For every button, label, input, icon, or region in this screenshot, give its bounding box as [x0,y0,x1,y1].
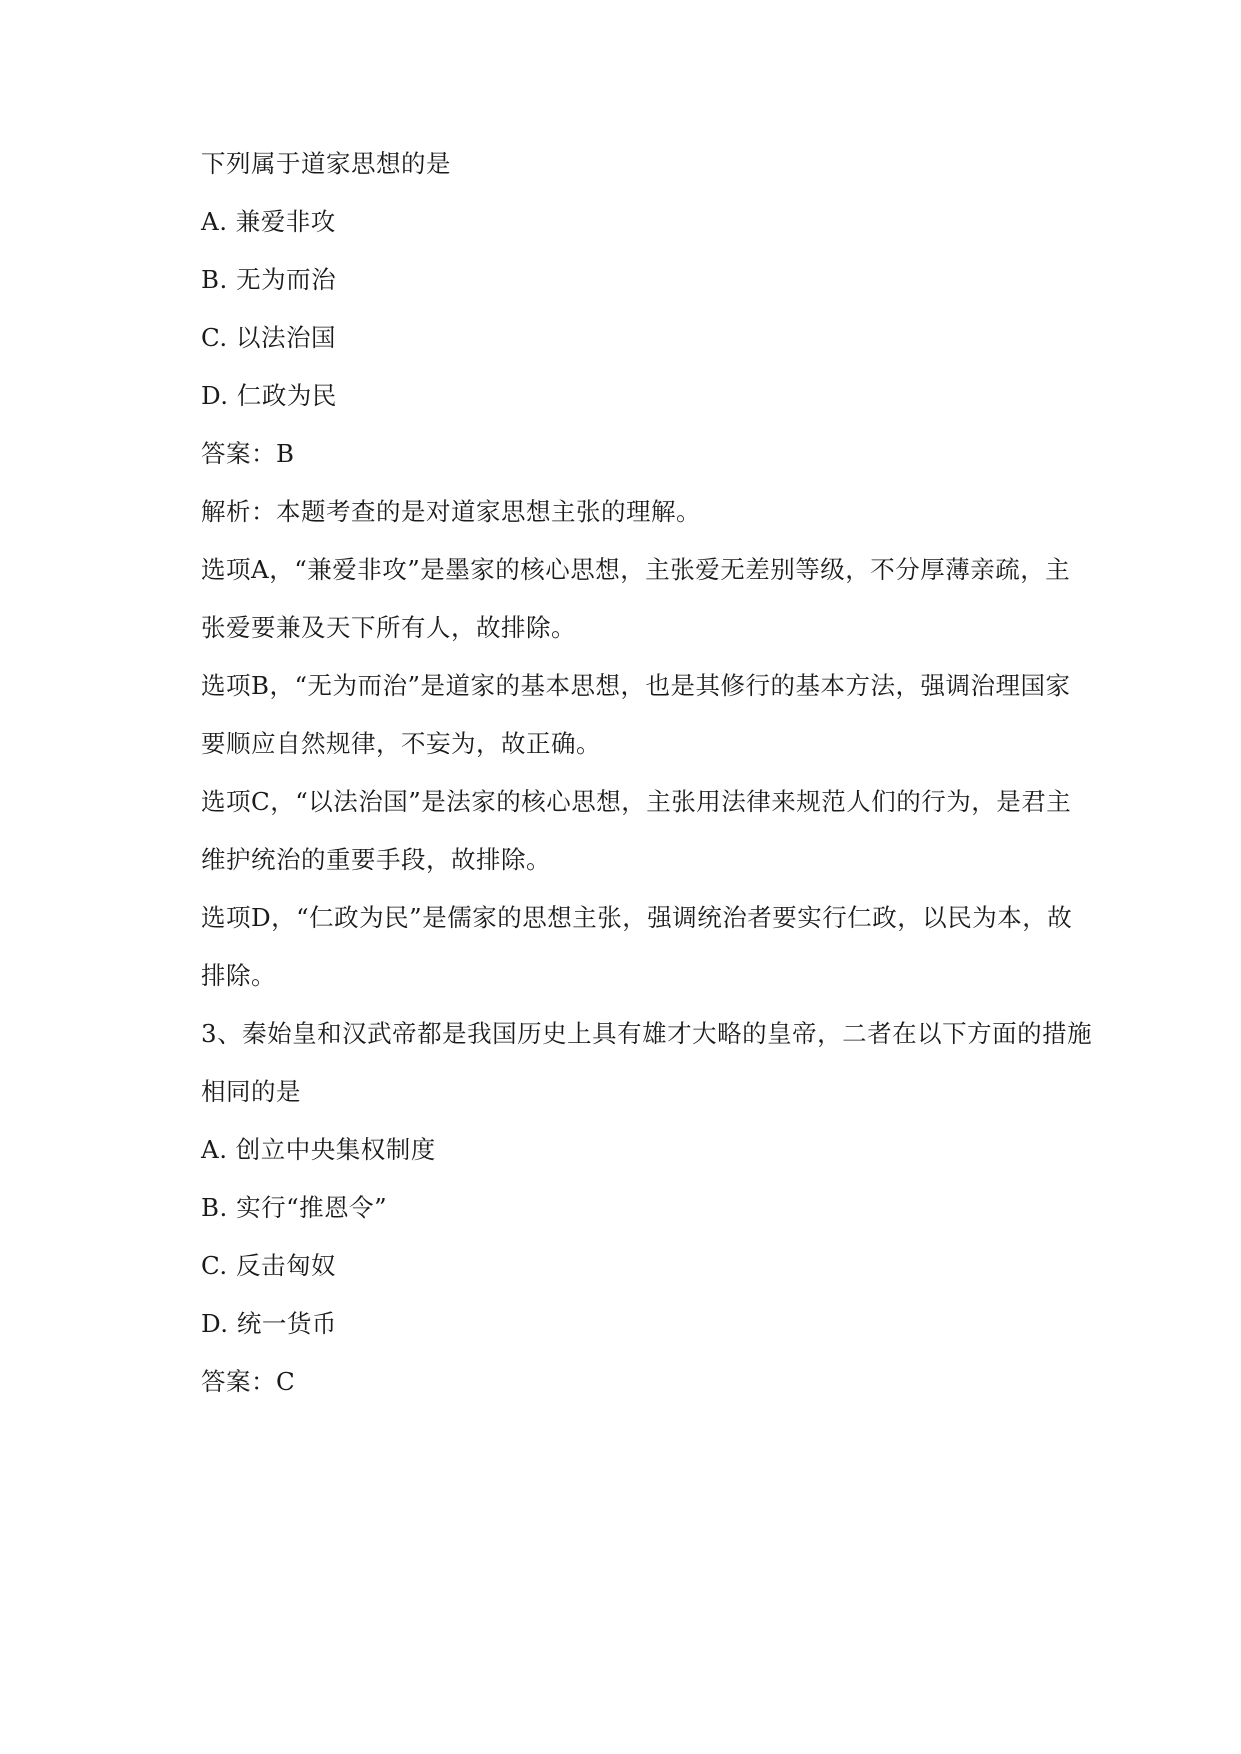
question-3-option-b: B. 实行“推恩令” [201,1193,388,1222]
question-3-stem-continued: 相同的是 [201,1077,301,1106]
question-1-option-a: A. 兼爱非攻 [201,207,336,236]
question-3-option-d: D. 统一货币 [201,1309,337,1338]
analysis-line: 张爱要兼及天下所有人，故排除。 [201,613,576,642]
analysis-line: 维护统治的重要手段，故排除。 [201,845,551,874]
question-3-option-a: A. 创立中央集权制度 [201,1135,436,1164]
question-1-option-c: C. 以法治国 [201,323,336,352]
question-1-analysis-intro: 解析：本题考查的是对道家思想主张的理解。 [201,497,701,526]
analysis-line: 选项B，“无为而治”是道家的基本思想，也是其修行的基本方法，强调治理国家 [201,671,1071,700]
analysis-line: 选项A，“兼爱非攻”是墨家的核心思想，主张爱无差别等级，不分厚薄亲疏，主 [201,555,1071,584]
question-1-answer: 答案：B [201,439,295,468]
question-3-answer: 答案：C [201,1367,296,1396]
analysis-line: 选项D，“仁政为民”是儒家的思想主张，强调统治者要实行仁政，以民为本，故 [201,903,1073,932]
analysis-line: 排除。 [201,961,276,990]
analysis-line: 选项C，“以法治国”是法家的核心思想，主张用法律来规范人们的行为，是君主 [201,787,1072,816]
question-1-stem: 下列属于道家思想的是 [201,149,451,178]
question-3-option-c: C. 反击匈奴 [201,1251,336,1280]
analysis-line: 要顺应自然规律，不妄为，故正确。 [201,729,601,758]
question-1-option-d: D. 仁政为民 [201,381,337,410]
question-3-stem: 3、秦始皇和汉武帝都是我国历史上具有雄才大略的皇帝，二者在以下方面的措施 [201,1019,1093,1048]
question-1-option-b: B. 无为而治 [201,265,337,294]
